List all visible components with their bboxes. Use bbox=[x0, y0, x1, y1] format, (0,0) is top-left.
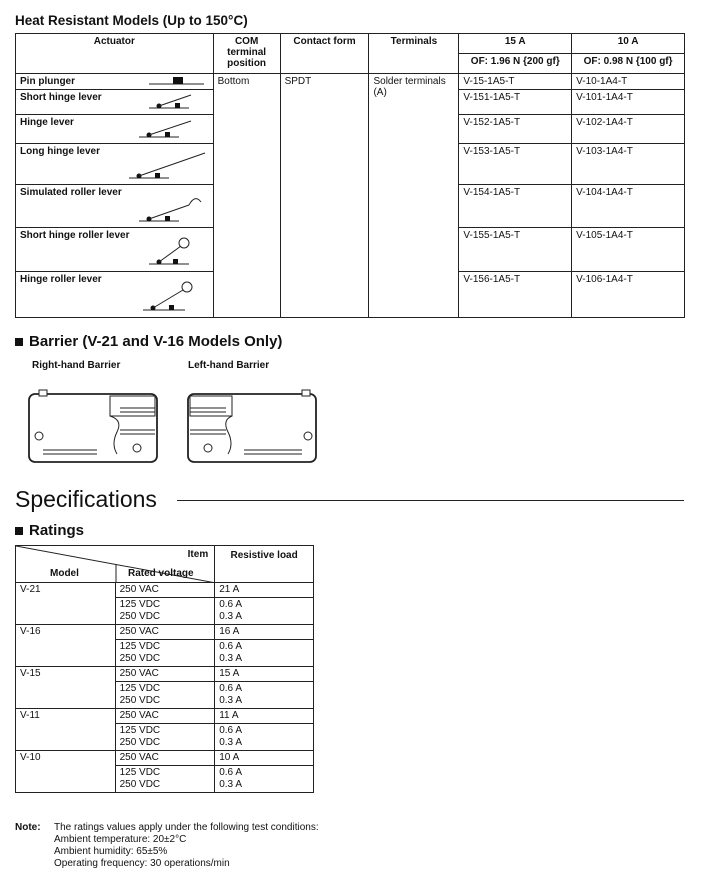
voltage-cell bbox=[115, 724, 215, 751]
voltage-line: 250 VDC bbox=[119, 737, 161, 748]
actuator-cell bbox=[16, 272, 214, 318]
table-row bbox=[16, 74, 685, 90]
load-line: 0.3 A bbox=[219, 653, 243, 664]
actuator-label: Long hinge lever bbox=[20, 146, 101, 157]
load-line: 0.6 A bbox=[219, 641, 243, 652]
voltage-line: 125 VDC bbox=[119, 767, 161, 778]
model-15a: V-151-1A5-T bbox=[459, 90, 572, 115]
note-line: Ambient temperature: 20±2°C bbox=[54, 834, 187, 845]
load-line: 0.6 A bbox=[219, 725, 243, 736]
actuator-cell bbox=[16, 228, 214, 272]
header-actuator: Actuator bbox=[16, 34, 214, 74]
ratings-note bbox=[15, 822, 319, 870]
model-15a: V-155-1A5-T bbox=[459, 228, 572, 272]
load-cell bbox=[215, 640, 314, 667]
voltage-line: 125 VDC bbox=[119, 641, 161, 652]
voltage-line: 125 VDC bbox=[119, 725, 161, 736]
title-rule bbox=[177, 500, 684, 501]
actuator-cell bbox=[16, 115, 214, 144]
actuator-cell bbox=[16, 185, 214, 228]
actuator-cell bbox=[16, 74, 214, 90]
model-10a: V-106-1A4-T bbox=[572, 272, 685, 318]
short-hinge-lever-icon bbox=[149, 91, 209, 111]
ratings-table bbox=[15, 545, 314, 793]
pin-plunger-icon bbox=[149, 74, 209, 86]
voltage-cell: 250 VAC bbox=[115, 751, 215, 766]
header-item: Item bbox=[187, 549, 209, 560]
hinge-roller-lever-icon bbox=[143, 278, 209, 314]
actuator-label: Short hinge lever bbox=[20, 92, 102, 103]
actuator-label: Pin plunger bbox=[20, 76, 75, 87]
load-cell: 21 A bbox=[215, 583, 314, 598]
model-cell: V-21 bbox=[16, 583, 116, 625]
load-cell: 15 A bbox=[215, 667, 314, 682]
actuator-label: Short hinge roller lever bbox=[20, 230, 130, 241]
heat-resistant-models-table bbox=[15, 33, 685, 318]
actuator-cell bbox=[16, 90, 214, 115]
voltage-cell bbox=[115, 766, 215, 793]
item-model-header bbox=[16, 546, 215, 583]
right-barrier-label: Right-hand Barrier bbox=[32, 360, 121, 371]
actuator-label: Hinge lever bbox=[20, 117, 74, 128]
model-15a: V-152-1A5-T bbox=[459, 115, 572, 144]
model-cell: V-11 bbox=[16, 709, 116, 751]
model-10a: V-101-1A4-T bbox=[572, 90, 685, 115]
voltage-line: 125 VDC bbox=[119, 683, 161, 694]
terminals-cell: Solder terminals (A) bbox=[369, 74, 459, 318]
model-15a: V-154-1A5-T bbox=[459, 185, 572, 228]
load-cell: 11 A bbox=[215, 709, 314, 724]
barrier-title-text: Barrier (V-21 and V-16 Models Only) bbox=[29, 333, 283, 350]
model-15a: V-156-1A5-T bbox=[459, 272, 572, 318]
load-cell: 16 A bbox=[215, 625, 314, 640]
load-cell bbox=[215, 766, 314, 793]
ratings-title-text: Ratings bbox=[29, 522, 85, 539]
voltage-cell bbox=[115, 640, 215, 667]
header-rated-voltage: Rated voltage bbox=[128, 568, 194, 579]
voltage-line: 250 VDC bbox=[119, 779, 161, 790]
load-line: 0.3 A bbox=[219, 737, 243, 748]
right-barrier-drawing bbox=[25, 388, 165, 468]
model-10a: V-105-1A4-T bbox=[572, 228, 685, 272]
header-resistive-load: Resistive load bbox=[215, 546, 314, 583]
com-cell: Bottom bbox=[213, 74, 280, 318]
actuator-label: Simulated roller lever bbox=[20, 187, 122, 198]
left-barrier-drawing bbox=[184, 388, 324, 468]
actuator-cell bbox=[16, 144, 214, 185]
load-cell bbox=[215, 598, 314, 625]
model-cell: V-10 bbox=[16, 751, 116, 793]
load-cell bbox=[215, 724, 314, 751]
load-line: 0.3 A bbox=[219, 779, 243, 790]
model-10a: V-103-1A4-T bbox=[572, 144, 685, 185]
short-hinge-roller-lever-icon bbox=[149, 234, 209, 268]
header-15a: 15 A bbox=[459, 34, 572, 54]
model-10a: V-10-1A4-T bbox=[572, 74, 685, 90]
model-cell: V-16 bbox=[16, 625, 116, 667]
note-body bbox=[54, 822, 319, 870]
model-15a: V-15-1A5-T bbox=[459, 74, 572, 90]
load-line: 0.3 A bbox=[219, 611, 243, 622]
header-model: Model bbox=[50, 568, 79, 579]
voltage-cell: 250 VAC bbox=[115, 709, 215, 724]
header-of15: OF: 1.96 N {200 gf} bbox=[459, 54, 572, 74]
header-10a: 10 A bbox=[572, 34, 685, 54]
voltage-cell bbox=[115, 598, 215, 625]
voltage-cell bbox=[115, 682, 215, 709]
simulated-roller-lever-icon bbox=[139, 194, 209, 224]
model-10a: V-104-1A4-T bbox=[572, 185, 685, 228]
voltage-line: 250 VDC bbox=[119, 695, 161, 706]
voltage-cell: 250 VAC bbox=[115, 667, 215, 682]
model-cell: V-15 bbox=[16, 667, 116, 709]
left-barrier-label: Left-hand Barrier bbox=[188, 360, 270, 371]
header-contact: Contact form bbox=[280, 34, 369, 74]
voltage-line: 125 VDC bbox=[119, 599, 161, 610]
load-line: 0.6 A bbox=[219, 683, 243, 694]
note-line: Ambient humidity: 65±5% bbox=[54, 846, 168, 857]
specifications-title: Specifications bbox=[15, 486, 157, 512]
load-cell bbox=[215, 682, 314, 709]
hinge-lever-icon bbox=[139, 118, 209, 140]
heat-section-title: Heat Resistant Models (Up to 150°C) bbox=[15, 13, 248, 28]
model-15a: V-153-1A5-T bbox=[459, 144, 572, 185]
voltage-cell: 250 VAC bbox=[115, 625, 215, 640]
header-com: COM terminal position bbox=[213, 34, 280, 74]
voltage-cell: 250 VAC bbox=[115, 583, 215, 598]
contact-cell: SPDT bbox=[280, 74, 369, 318]
long-hinge-lever-icon bbox=[129, 151, 209, 181]
ratings-title bbox=[15, 522, 84, 539]
note-line: The ratings values apply under the following test conditions: bbox=[54, 822, 319, 833]
voltage-line: 250 VDC bbox=[119, 611, 161, 622]
note-line: Operating frequency: 30 operations/min bbox=[54, 858, 230, 869]
section-marker bbox=[15, 338, 23, 346]
load-cell: 10 A bbox=[215, 751, 314, 766]
header-of10: OF: 0.98 N {100 gf} bbox=[572, 54, 685, 74]
actuator-label: Hinge roller lever bbox=[20, 274, 102, 285]
model-10a: V-102-1A4-T bbox=[572, 115, 685, 144]
load-line: 0.6 A bbox=[219, 767, 243, 778]
load-line: 0.6 A bbox=[219, 599, 243, 610]
note-label: Note: bbox=[15, 822, 41, 833]
header-terminals: Terminals bbox=[369, 34, 459, 74]
section-marker bbox=[15, 527, 23, 535]
voltage-line: 250 VDC bbox=[119, 653, 161, 664]
load-line: 0.3 A bbox=[219, 695, 243, 706]
barrier-section-title bbox=[15, 333, 282, 350]
